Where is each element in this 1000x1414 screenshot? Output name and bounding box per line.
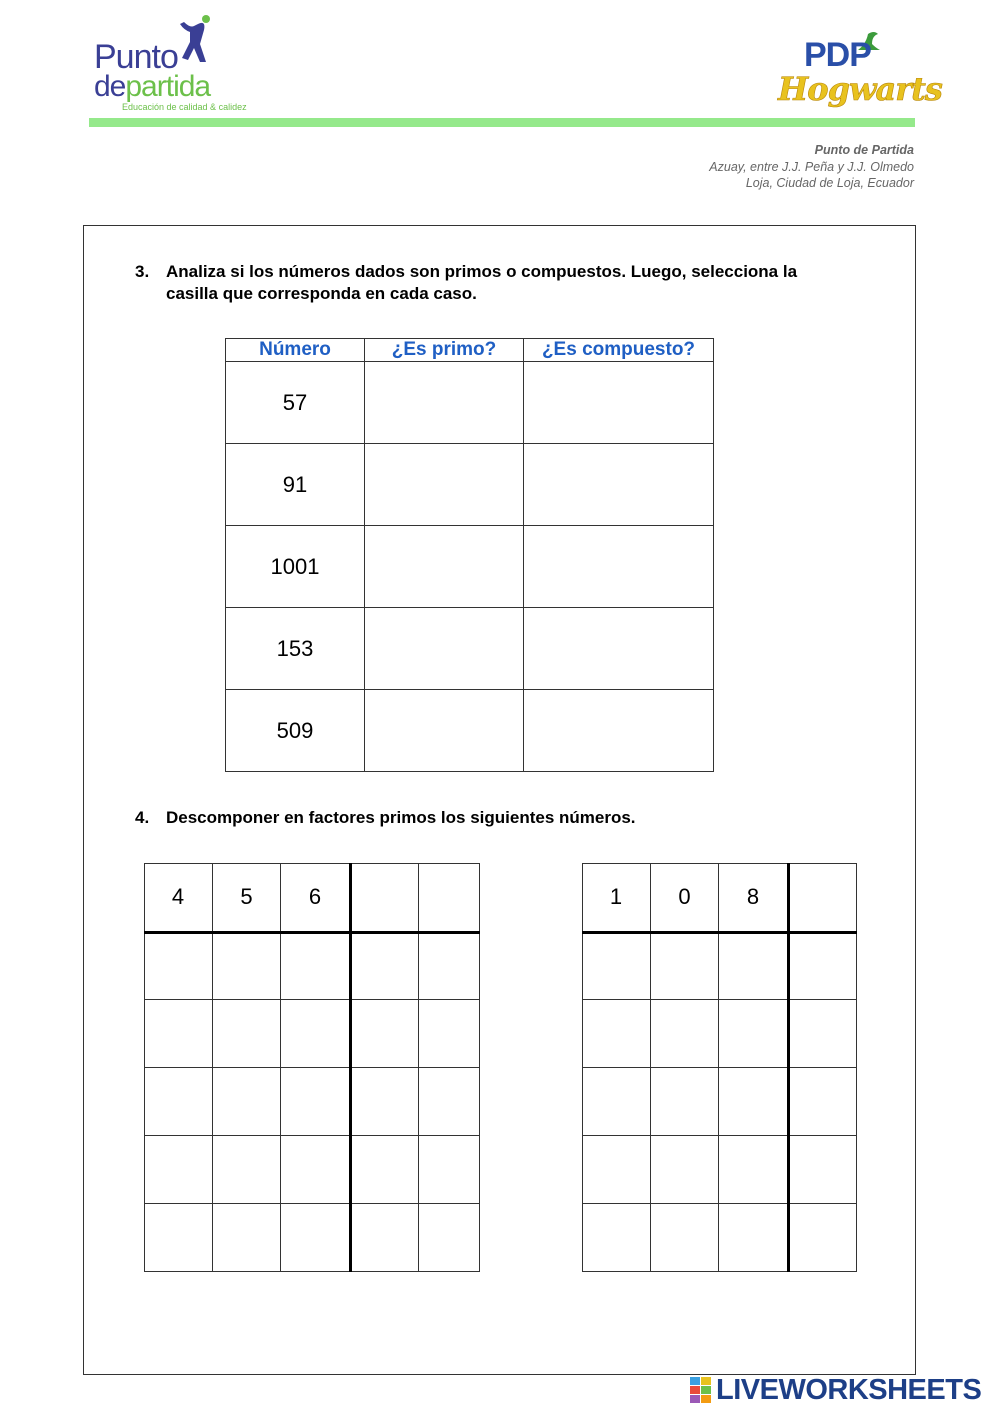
answer-cell[interactable] xyxy=(788,932,857,1000)
header-es-primo: ¿Es primo? xyxy=(365,339,524,362)
answer-cell[interactable] xyxy=(144,1000,213,1068)
table-row xyxy=(226,444,714,526)
answer-cell[interactable] xyxy=(651,932,719,1000)
prime-composite-table xyxy=(225,338,714,772)
number-cell: 91 xyxy=(226,444,365,526)
table-header-row xyxy=(226,339,714,362)
answer-cell[interactable] xyxy=(651,1136,719,1204)
answer-cell[interactable] xyxy=(788,1204,857,1272)
answer-cell[interactable] xyxy=(719,1068,788,1136)
answer-cell[interactable] xyxy=(419,863,480,932)
factor-grid-108 xyxy=(582,863,857,1272)
header-es-compuesto: ¿Es compuesto? xyxy=(524,339,714,362)
answer-cell[interactable] xyxy=(144,1204,213,1272)
answer-cell[interactable] xyxy=(281,1000,350,1068)
question-3-line-2: casilla que corresponda en cada caso. xyxy=(166,284,477,303)
answer-cell[interactable] xyxy=(281,932,350,1000)
answer-cell[interactable] xyxy=(144,932,213,1000)
primo-checkbox-cell[interactable] xyxy=(365,362,524,444)
division-horizontal-line xyxy=(582,931,857,934)
answer-cell[interactable] xyxy=(213,1000,281,1068)
answer-cell[interactable] xyxy=(419,1000,480,1068)
answer-cell[interactable] xyxy=(350,1136,419,1204)
digit-cell: 8 xyxy=(719,863,788,932)
question-3 xyxy=(135,261,895,309)
division-vertical-line xyxy=(349,863,352,1272)
digit-cell: 6 xyxy=(281,863,350,932)
digit-cell: 4 xyxy=(144,863,213,932)
compuesto-checkbox-cell[interactable] xyxy=(524,444,714,526)
question-4-text: Descomponer en factores primos los siguientes números. xyxy=(166,808,636,827)
answer-cell[interactable] xyxy=(788,1000,857,1068)
digit-cell: 1 xyxy=(582,863,651,932)
liveworksheets-wordmark: LIVEWORKSHEETS xyxy=(716,1374,982,1406)
answer-cell[interactable] xyxy=(350,932,419,1000)
answer-cell[interactable] xyxy=(582,1204,651,1272)
answer-cell[interactable] xyxy=(719,932,788,1000)
compuesto-checkbox-cell[interactable] xyxy=(524,608,714,690)
primo-checkbox-cell[interactable] xyxy=(365,444,524,526)
answer-cell[interactable] xyxy=(719,1000,788,1068)
digit-cell: 0 xyxy=(651,863,719,932)
answer-cell[interactable] xyxy=(144,1068,213,1136)
jumping-figure-icon xyxy=(176,14,216,66)
logo-word-partida: partida xyxy=(125,70,211,103)
table-row xyxy=(226,608,714,690)
table-row xyxy=(226,362,714,444)
answer-cell[interactable] xyxy=(582,1000,651,1068)
primo-checkbox-cell[interactable] xyxy=(365,608,524,690)
answer-cell[interactable] xyxy=(281,1068,350,1136)
question-3-number: 3. xyxy=(135,262,150,281)
logo-pdp: PDP xyxy=(804,36,871,74)
answer-cell[interactable] xyxy=(582,1068,651,1136)
division-vertical-line xyxy=(787,863,790,1272)
table-row xyxy=(226,526,714,608)
address-block xyxy=(709,142,914,192)
logo-hogwarts: Hogwarts xyxy=(778,70,942,108)
question-3-line-1: Analiza si los números dados son primos o compuestos. Luego, selecciona la xyxy=(166,262,798,281)
header-numero: Número xyxy=(226,339,365,362)
answer-cell[interactable] xyxy=(719,1136,788,1204)
answer-cell[interactable] xyxy=(281,1136,350,1204)
number-cell: 57 xyxy=(226,362,365,444)
answer-cell[interactable] xyxy=(213,1136,281,1204)
primo-checkbox-cell[interactable] xyxy=(365,690,524,772)
answer-cell[interactable] xyxy=(350,1000,419,1068)
answer-cell[interactable] xyxy=(719,1204,788,1272)
number-cell: 1001 xyxy=(226,526,365,608)
answer-cell[interactable] xyxy=(582,932,651,1000)
number-cell: 509 xyxy=(226,690,365,772)
question-4 xyxy=(135,807,895,831)
answer-cell[interactable] xyxy=(281,1204,350,1272)
liveworksheets-icon xyxy=(690,1377,712,1403)
answer-cell[interactable] xyxy=(350,1204,419,1272)
answer-cell[interactable] xyxy=(788,863,857,932)
answer-cell[interactable] xyxy=(651,1000,719,1068)
answer-cell[interactable] xyxy=(213,1204,281,1272)
number-cell: 153 xyxy=(226,608,365,690)
answer-cell[interactable] xyxy=(788,1068,857,1136)
logo-word-de: de xyxy=(94,70,126,103)
address-name: Punto de Partida xyxy=(814,143,914,157)
answer-cell[interactable] xyxy=(419,1204,480,1272)
compuesto-checkbox-cell[interactable] xyxy=(524,526,714,608)
digit-cell: 5 xyxy=(213,863,281,932)
punto-de-partida-logo xyxy=(92,14,262,112)
pdp-hogwarts-logo xyxy=(772,30,942,114)
factor-grid-456 xyxy=(144,863,480,1272)
answer-cell[interactable] xyxy=(419,932,480,1000)
compuesto-checkbox-cell[interactable] xyxy=(524,690,714,772)
logo-word-punto: Punto xyxy=(94,38,178,76)
answer-cell[interactable] xyxy=(350,1068,419,1136)
table-row xyxy=(226,690,714,772)
answer-cell[interactable] xyxy=(213,1068,281,1136)
primo-checkbox-cell[interactable] xyxy=(365,526,524,608)
address-line-2: Loja, Ciudad de Loja, Ecuador xyxy=(745,176,914,190)
answer-cell[interactable] xyxy=(350,863,419,932)
logo-word-departida xyxy=(94,70,210,104)
question-4-number: 4. xyxy=(135,808,150,827)
header-divider xyxy=(89,118,915,127)
compuesto-checkbox-cell[interactable] xyxy=(524,362,714,444)
answer-cell[interactable] xyxy=(419,1068,480,1136)
answer-cell[interactable] xyxy=(788,1136,857,1204)
address-line-1: Azuay, entre J.J. Peña y J.J. Olmedo xyxy=(709,159,914,174)
division-horizontal-line xyxy=(144,931,480,934)
logo-tagline: Educación de calidad & calidez xyxy=(122,102,247,112)
answer-cell[interactable] xyxy=(582,1136,651,1204)
answer-cell[interactable] xyxy=(144,1136,213,1204)
answer-cell[interactable] xyxy=(651,1204,719,1272)
answer-cell[interactable] xyxy=(651,1068,719,1136)
answer-cell[interactable] xyxy=(419,1136,480,1204)
answer-cell[interactable] xyxy=(213,932,281,1000)
